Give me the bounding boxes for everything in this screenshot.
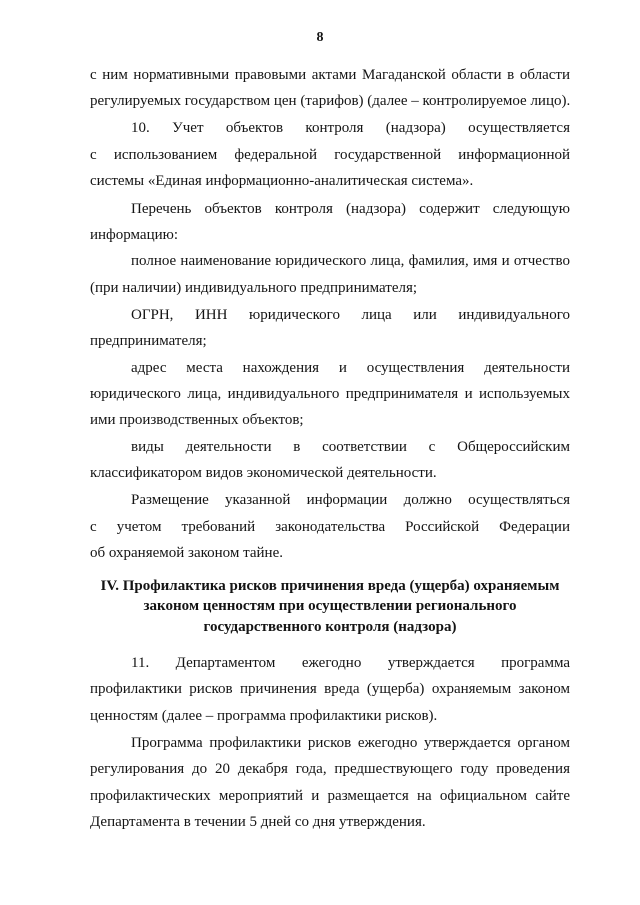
text-line: классификатором видов экономической деятельности. [90,465,437,481]
heading-line: государственного контроля (надзора) [203,619,457,635]
text-line: регулирования до 20 декабря года, предшествующего году проведения [90,761,570,777]
text-line: адрес места нахождения и осуществления деятельности [131,360,570,376]
text-line: профилактики рисков причинения вреда (ущерба) охраняемым законом [90,681,570,697]
text-line: с учетом требований законодательства Российской Федерации [90,519,570,535]
text-line: ОГРН, ИНН юридического лица или индивидуального [131,307,570,323]
text-line: Перечень объектов контроля (надзора) содержит следующую [131,201,570,217]
text-line: полное наименование юридического лица, фамилия, имя и отчество [131,253,570,269]
text-line: Программа профилактики рисков ежегодно утверждается органом [131,735,570,751]
text-line: Размещение указанной информации должно осуществляться [131,492,570,508]
text-line: 10. Учет объектов контроля (надзора) осуществляется [131,120,570,136]
text-line: юридического лица, индивидуального предпринимателя и используемых [90,386,570,402]
page-number: 8 [316,30,324,45]
text-line: ими производственных объектов; [90,412,304,428]
text-line: с использованием федеральной государственной информационной [90,147,570,163]
text-line: с ним нормативными правовыми актами Магаданской области в области [90,67,570,83]
text-line: об охраняемой законом тайне. [90,545,283,561]
text-line: информацию: [90,227,179,243]
text-line: ценностям (далее – программа профилактики рисков). [90,708,438,724]
text-line: 11. Департаментом ежегодно утверждается программа [131,655,570,671]
text-line: виды деятельности в соответствии с Общероссийским [131,439,570,455]
heading-line: IV. Профилактика рисков причинения вреда (ущерба) охраняемым [100,578,560,594]
text-line: регулируемых государством цен (тарифов) (далее – контролируемое лицо). [90,93,571,109]
text-line: системы «Единая информационно-аналитическая система». [90,173,474,189]
text-line: профилактических мероприятий и размещается на официальном сайте [90,788,570,804]
text-line: (при наличии) индивидуального предпринимателя; [90,280,418,296]
text-line: Департамента в течении 5 дней со дня утверждения. [90,814,426,830]
text-line: предпринимателя; [90,333,207,349]
heading-line: законом ценностям при осуществлении регионального [143,598,517,614]
